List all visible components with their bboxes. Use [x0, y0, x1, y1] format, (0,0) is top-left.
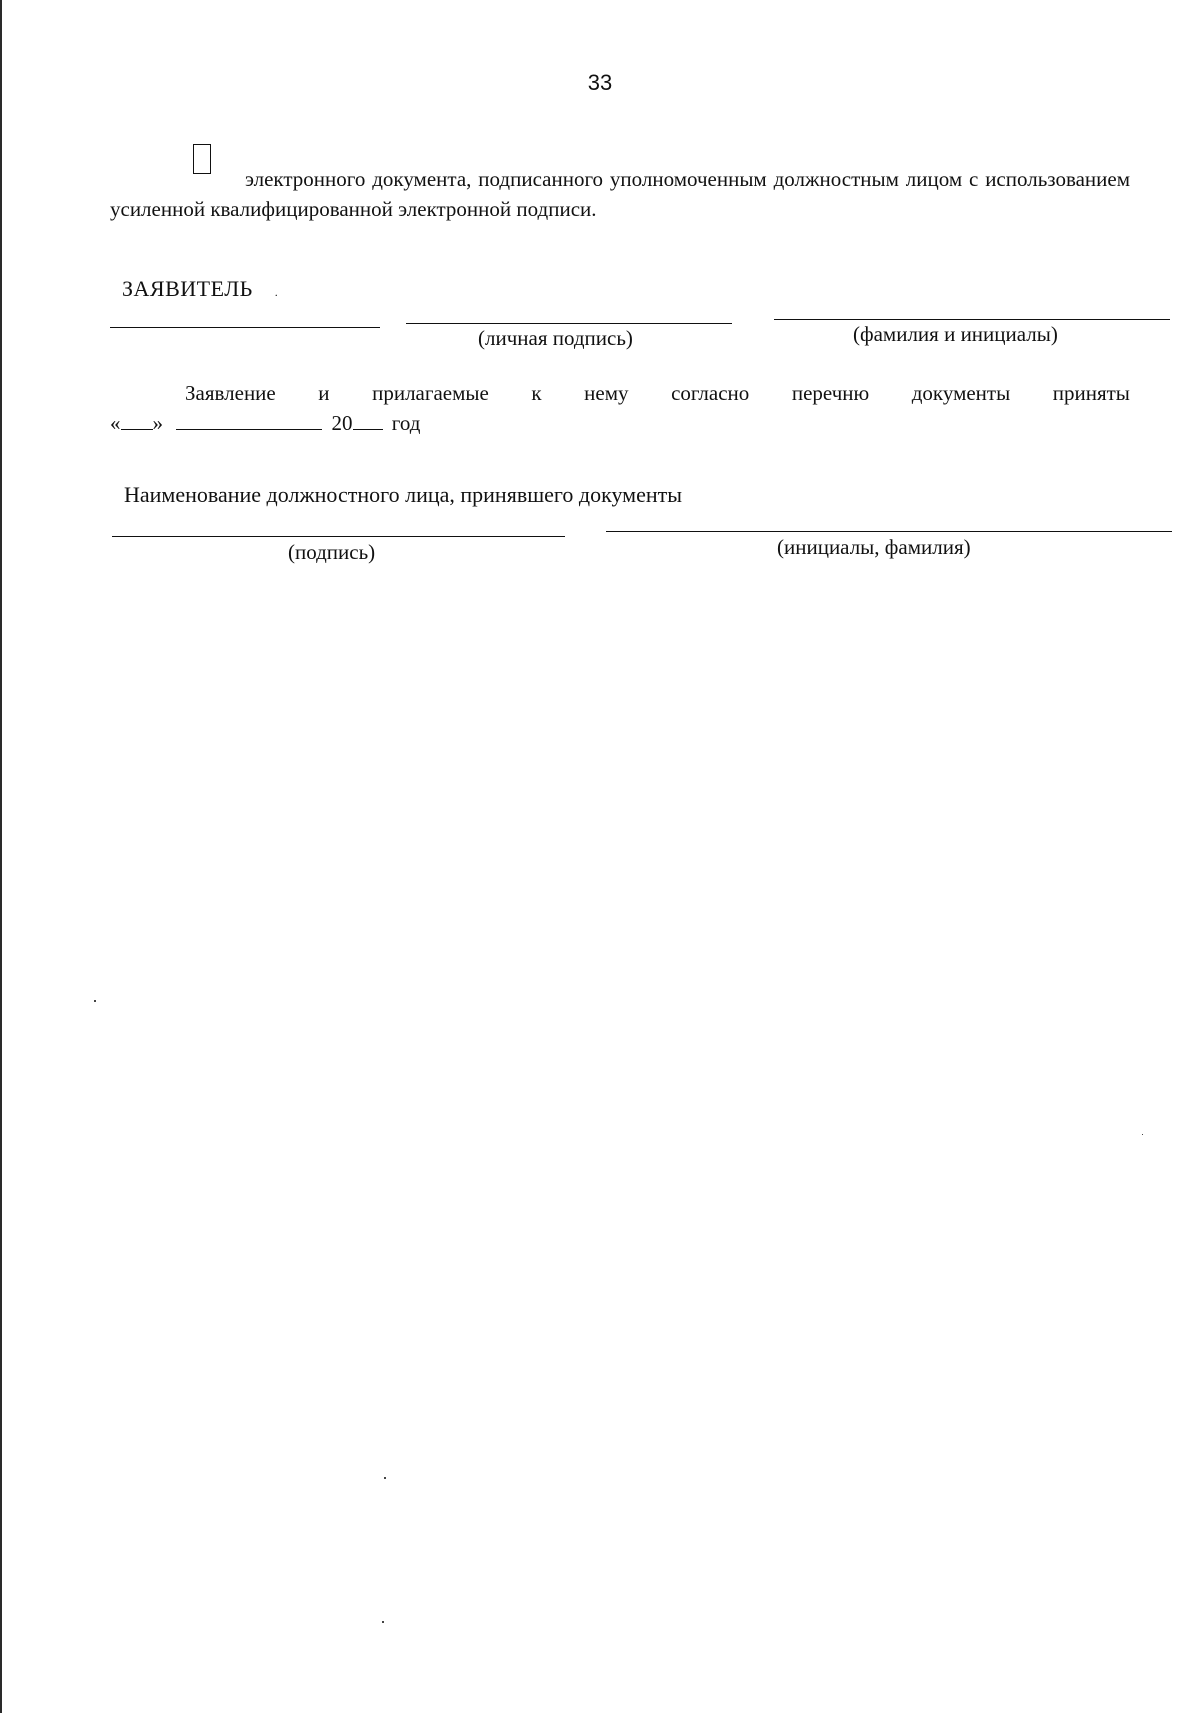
initials-surname-caption: (инициалы, фамилия): [777, 535, 971, 559]
acceptance-word: согласно: [671, 381, 750, 405]
signature-caption: (подпись): [288, 540, 376, 564]
official-signature-line[interactable]: [112, 536, 565, 537]
scan-speck: [384, 1477, 386, 1479]
page-number: 33: [587, 70, 613, 95]
personal-signature-caption: (личная подпись): [478, 326, 633, 350]
acceptance-statement: [110, 378, 1130, 438]
acceptance-word: документы: [911, 381, 1011, 405]
year-suffix: год: [391, 411, 421, 435]
year-blank[interactable]: [353, 409, 383, 430]
applicant-dot: .: [274, 285, 279, 299]
scan-speck: [94, 1000, 96, 1002]
surname-initials-line[interactable]: [774, 319, 1170, 320]
acceptance-word: к: [531, 381, 542, 405]
official-initials-surname-line[interactable]: [606, 531, 1172, 532]
year-prefix: 20: [331, 411, 353, 435]
official-label: Наименование должностного лица, принявшего документы: [124, 482, 683, 507]
personal-signature-line[interactable]: [406, 323, 732, 324]
acceptance-word: Заявление: [185, 381, 276, 405]
acceptance-word: перечню: [791, 381, 870, 405]
acceptance-word: и: [318, 381, 330, 405]
scan-edge: [0, 0, 2, 1713]
scan-speck: [1142, 1134, 1143, 1135]
applicant-heading-text: ЗАЯВИТЕЛЬ: [122, 276, 253, 301]
acceptance-word: прилагаемые: [372, 381, 489, 405]
month-blank[interactable]: [176, 409, 322, 430]
scan-speck: [382, 1621, 384, 1623]
acceptance-statement-line-1: [110, 378, 1130, 408]
quote-close: »: [152, 411, 163, 435]
acceptance-date-line: [110, 408, 1130, 438]
day-blank[interactable]: [121, 409, 153, 430]
electronic-document-paragraph: электронного документа, подписанного уполномоченным должностным лицом с использованием усиленной квалифицированной электронной подписи.: [110, 167, 1130, 221]
applicant-blank-line[interactable]: [110, 327, 380, 328]
surname-initials-caption: (фамилия и инициалы): [853, 322, 1058, 346]
acceptance-word: нему: [584, 381, 629, 405]
applicant-heading: [122, 276, 278, 302]
acceptance-word: приняты: [1052, 381, 1130, 405]
quote-open: «: [110, 411, 121, 435]
